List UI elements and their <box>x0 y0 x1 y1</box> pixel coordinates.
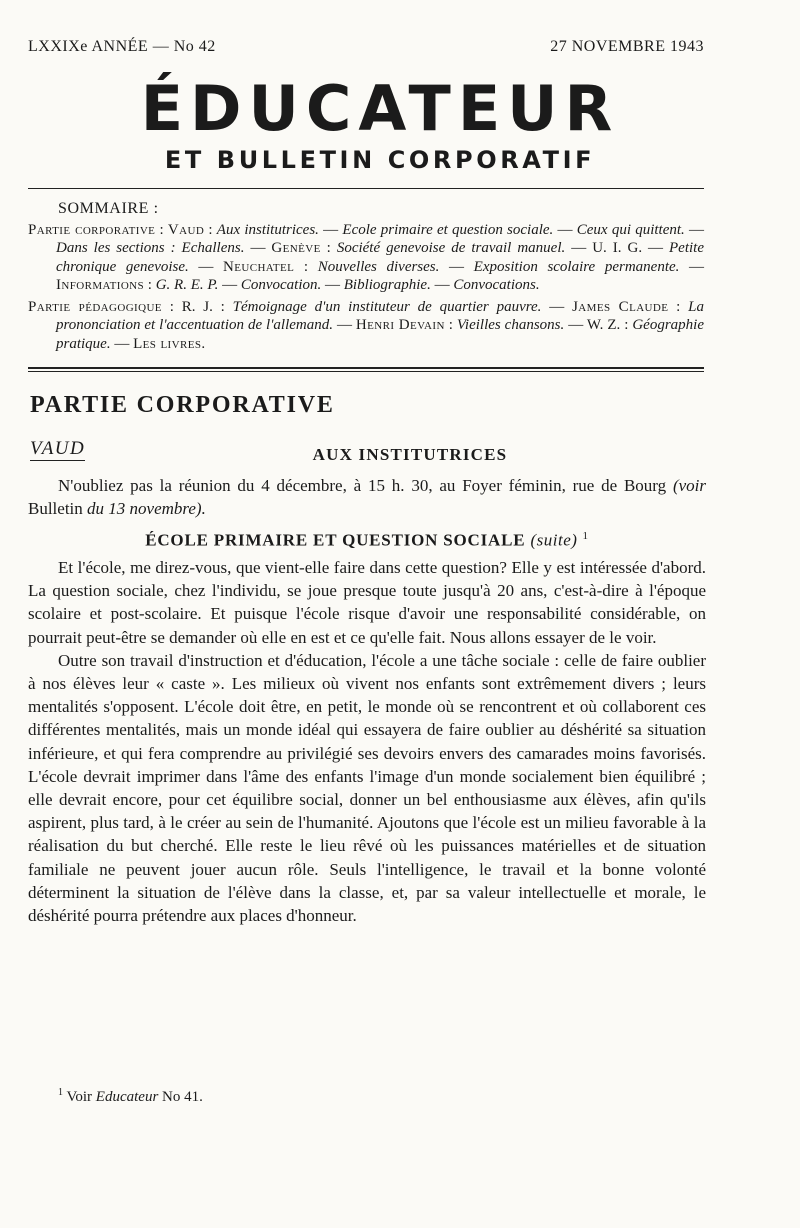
footnote-ref: Educateur <box>95 1089 159 1105</box>
toc-paragraph-corporative <box>28 221 704 294</box>
footnote-mark: 1 <box>58 1087 63 1098</box>
article-title-text: ÉCOLE PRIMAIRE ET QUESTION SOCIALE <box>145 530 526 550</box>
text-run: Vieilles chansons. <box>456 317 565 334</box>
text-run: Partie pédagogique <box>28 299 162 316</box>
text-run: — U. I. G. — <box>565 240 670 257</box>
issue-date: 27 NOVEMBRE 1943 <box>550 38 704 55</box>
footnote-marker: 1 <box>582 530 589 542</box>
text-run: Les livres. <box>133 335 206 352</box>
text-run: Ecole primaire et question sociale. <box>342 222 554 238</box>
text-run: Ceux qui quittent. <box>576 222 685 238</box>
text-run: du 13 novembre). <box>87 499 206 519</box>
journal-subtitle: ET BULLETIN CORPORATIF <box>164 146 596 174</box>
text-run: — W. Z. : <box>564 317 633 334</box>
footnote-prefix: Voir <box>66 1089 96 1105</box>
article-paragraph <box>28 474 706 520</box>
article-paragraph-1: Et l'école, me direz-vous, que vient-elle faire dans cette question? Elle y est intéressée d'abord. La question sociale, chez l'individu, se joue presque toute jusqu'à 20 ans, c'est-à-dire à l'époque scolaire et post-scolaire. Et puisque l'école risque d'avoir une responsabilité considérable, on pourrait peut-être se demander où elle en est et ce qu'elle fait. Nous allons essayer de le voir. <box>28 558 706 647</box>
text-run: Dans les sections : Echallens. <box>56 240 245 257</box>
issue-number: LXXIXe ANNÉE — No 42 <box>28 38 216 55</box>
article-suite-label: (suite) <box>530 530 578 550</box>
footnote-suffix: No 41. <box>158 1089 203 1105</box>
text-run: — <box>684 222 705 238</box>
text-run: La prononciation et l'accentuation de l'allemand. <box>56 299 704 334</box>
text-run: Témoignage d'un instituteur de quartier pauvre. <box>232 299 542 316</box>
text-run: Aux institutrices. <box>216 222 319 238</box>
table-of-contents <box>28 221 704 357</box>
text-run: : <box>204 222 217 238</box>
text-run: — <box>188 258 224 275</box>
text-run: : <box>144 276 156 293</box>
text-run: Bulletin <box>28 499 88 519</box>
text-run: Convocation. <box>240 276 322 293</box>
text-run: — <box>244 240 272 257</box>
text-run: — <box>553 222 577 238</box>
text-run: Petite chronique genevoise. <box>56 240 704 275</box>
text-run: : <box>320 240 337 257</box>
header-rule <box>28 188 704 189</box>
article-paragraph-2: Outre son travail d'instruction et d'éducation, l'école a une tâche sociale : celle de faire oublier à nos élèves leur « caste ». Les milieux où vivent nos enfants sont extrêmement divers ; leurs mentalités s'opposent. L'école doit être, en petit, le monde où se rencontrent et où collaborent ces différentes mentalités, mais un monde idéal qui essayera de faire oublier au déshérité sa situation inférieure, et qui fera comprendre au privilégié ses devoirs envers des camarades moins favorisés. L'école devrait imprimer dans l'âme des enfants l'image d'un monde socialement bien équilibré ; elle devrait encore, pour cet équilibre social, donner un bel enthousiasme aux élèves, afin qu'ils aspirent, plus tard, à le créer au sein de l'humanité. Ajoutons que l'école est un milieu favorable à la réalisation du but cherché. Elle reste le lieu rêvé où les puissances matérielles et de situation familiale ne peuvent jouer aucun rôle. Seuls l'intelligence, le travail et la bonne volonté déterminent la situation de l'élève dans la classe, et, par sa valeur intellectuelle et morale, le déshérité pourra prétendre aux places d'honneur. <box>28 650 706 926</box>
text-run: Géographie pratique. <box>56 317 704 352</box>
text-run: — <box>439 258 474 275</box>
text-run: — <box>430 276 454 293</box>
text-run: Partie corporative <box>28 222 156 238</box>
text-run: — <box>679 258 705 275</box>
text-run: : <box>155 222 168 238</box>
journal-title: ÉDUCATEUR <box>140 72 620 145</box>
text-run: — <box>333 317 356 334</box>
toc-paragraph-pedagogique <box>28 298 704 353</box>
text-run: Genève <box>271 240 321 257</box>
text-run: — <box>218 276 241 293</box>
article-title-ecole <box>28 530 706 551</box>
text-run: — <box>541 299 573 316</box>
text-run: (voir <box>672 476 706 495</box>
text-run: : <box>444 317 457 334</box>
footnote <box>58 1087 203 1106</box>
masthead <box>0 72 800 174</box>
article-body-institutrices <box>28 474 706 520</box>
canton-heading: VAUD <box>30 438 86 459</box>
text-run: : R. J. : <box>161 299 233 316</box>
text-run: — <box>318 222 343 238</box>
text-run: : <box>294 258 318 275</box>
text-run: — <box>110 335 134 352</box>
section-double-rule <box>28 367 704 372</box>
text-run: Société genevoise de travail manuel. <box>336 240 566 257</box>
text-run: N'oubliez pas la réunion du 4 décembre, à 15 h. 30, au Foyer féminin, rue de Bourg <box>58 476 673 495</box>
text-run: G. R. E. P. <box>155 276 219 293</box>
text-run: Nouvelles diverses. <box>317 258 440 275</box>
text-run: Neuchatel <box>223 258 295 275</box>
text-run: Henri Devain <box>355 317 445 334</box>
article-title-institutrices: AUX INSTITUTRICES <box>312 445 508 464</box>
text-run: Convocations. <box>453 276 540 293</box>
text-run: Vaud <box>167 222 205 238</box>
text-run: Informations <box>56 276 145 293</box>
section-title: PARTIE CORPORATIVE <box>30 392 335 418</box>
text-run: Bibliographie. <box>343 276 431 293</box>
text-run: James Claude <box>572 299 669 316</box>
sommaire-heading: SOMMAIRE : <box>58 200 159 217</box>
text-run: Exposition scolaire permanente. <box>473 258 680 275</box>
text-run: : <box>668 299 689 316</box>
article-body-ecole <box>28 556 706 927</box>
text-run: — <box>321 276 344 293</box>
